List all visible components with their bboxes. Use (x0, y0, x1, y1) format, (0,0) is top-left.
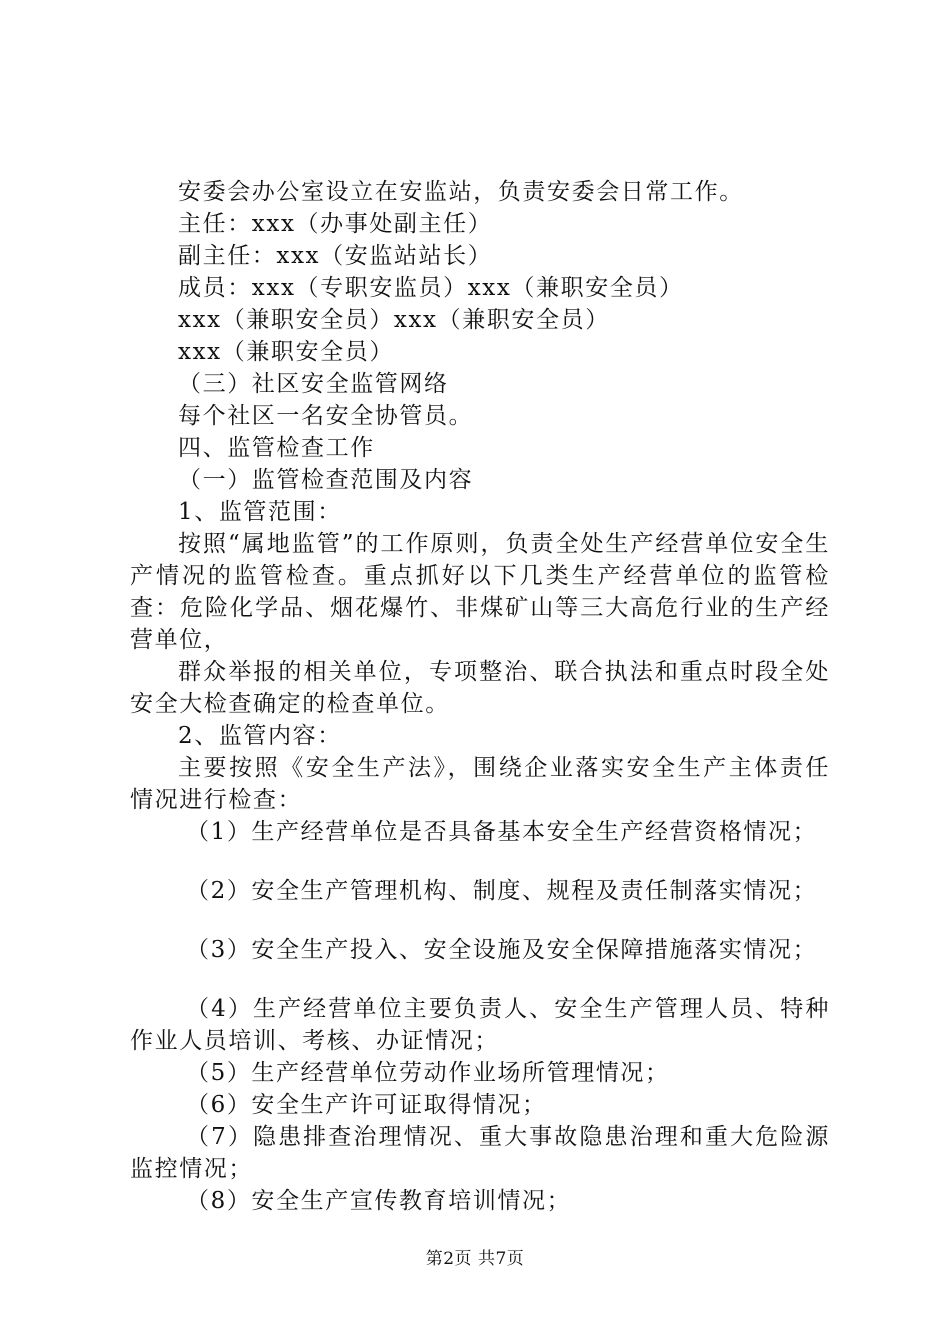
list-item: （1）生产经营单位是否具备基本安全生产经营资格情况； (186, 819, 818, 845)
section-heading: 四、监管检查工作 (178, 435, 375, 461)
section-heading: 2、监管内容： (178, 723, 342, 749)
section-heading: （三）社区安全监管网络 (178, 371, 449, 397)
list-item: （5）生产经营单位劳动作业场所管理情况； (186, 1060, 670, 1086)
list-item: （7）隐患排查治理情况、重大事故隐患治理和重大危险源监控情况； (130, 1124, 830, 1182)
paragraph: 按照“属地监管”的工作原则，负责全处生产经营单位安全生产情况的监管检查。重点抓好以下几类生产经营单位的监管检查：危险化学品、烟花爆竹、非煤矿山等三大高危行业的生产经营单位， (130, 531, 830, 653)
paragraph: xxx（兼职安全员）xxx（兼职安全员） (178, 307, 610, 333)
page-footer: 第2页 共7页 (425, 1249, 525, 1269)
paragraph: 成员：xxx（专职安监员）xxx（兼职安全员） (178, 275, 684, 301)
paragraph: 群众举报的相关单位，专项整治、联合执法和重点时段全处安全大检查确定的检查单位。 (130, 659, 830, 717)
paragraph: 每个社区一名安全协管员。 (178, 403, 474, 429)
list-item: （6）安全生产许可证取得情况； (186, 1092, 547, 1118)
section-heading: 1、监管范围： (178, 499, 342, 525)
list-item: （3）安全生产投入、安全设施及安全保障措施落实情况； (186, 937, 818, 963)
list-item: （2）安全生产管理机构、制度、规程及责任制落实情况； (186, 878, 818, 904)
paragraph: 主要按照《安全生产法》，围绕企业落实安全生产主体责任情况进行检查： (130, 755, 830, 813)
paragraph: 主任：xxx（办事处副主任） (178, 211, 493, 237)
section-heading: （一）监管检查范围及内容 (178, 467, 474, 493)
paragraph: xxx（兼职安全员） (178, 339, 394, 365)
paragraph: 安委会办公室设立在安监站，负责安委会日常工作。 (178, 179, 744, 205)
list-item: （4）生产经营单位主要负责人、安全生产管理人员、特种作业人员培训、考核、办证情况； (130, 996, 830, 1054)
paragraph: 副主任：xxx（安监站站长） (178, 243, 493, 269)
list-item: （8）安全生产宣传教育培训情况； (186, 1188, 572, 1214)
document-body (130, 176, 830, 1217)
